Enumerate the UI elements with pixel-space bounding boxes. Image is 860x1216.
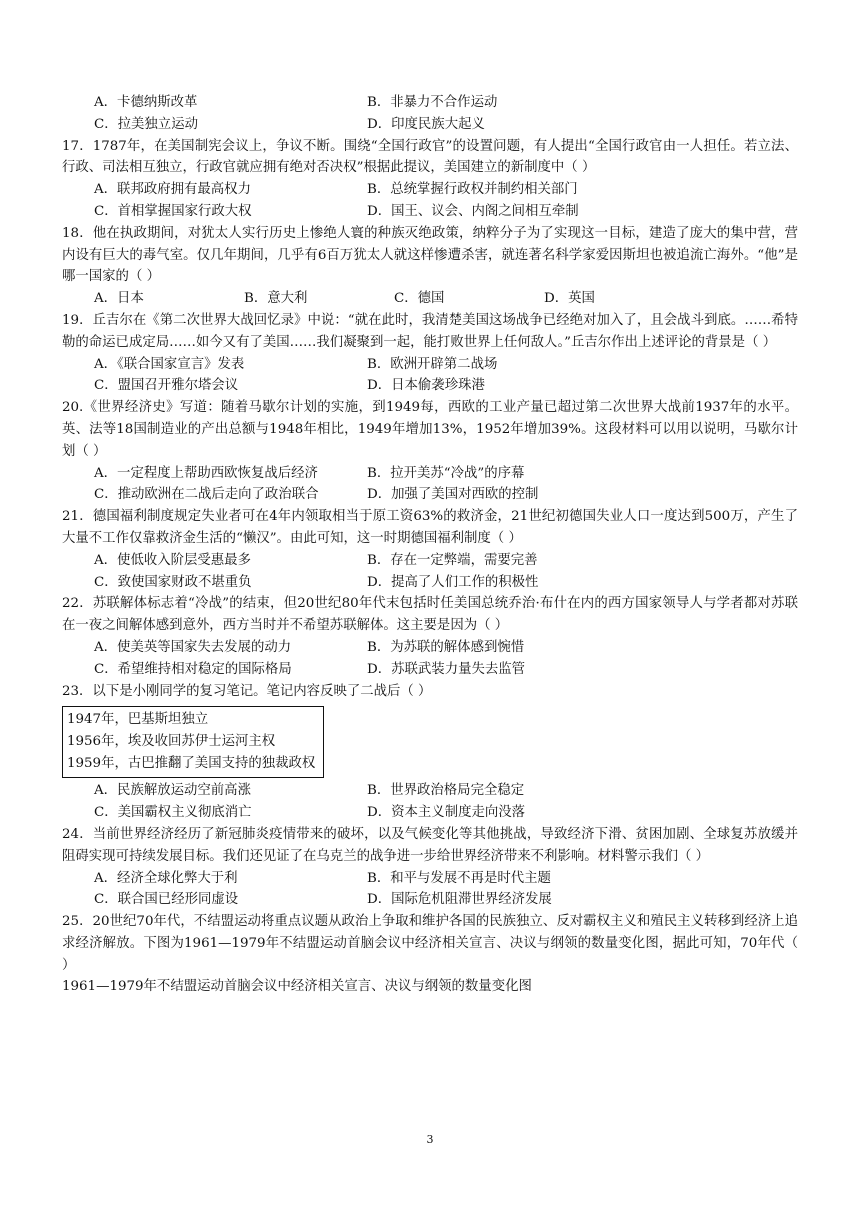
answer-option: C．希望维持相对稳定的国际格局: [94, 661, 292, 677]
option-row: [62, 889, 798, 911]
option-row: [62, 637, 798, 659]
exam-page: [62, 92, 798, 998]
option-row: [62, 375, 798, 397]
answer-option: C．推动欧洲在二战后走向了政治联合: [94, 487, 319, 503]
answer-option: B．意大利: [244, 291, 308, 307]
option-row: [62, 659, 798, 681]
answer-option: B．世界政治格局完全稳定: [367, 783, 525, 799]
answer-option: B．为苏联的解体感到惋惜: [367, 639, 525, 655]
answer-option: A．使美英等国家失去发展的动力: [94, 639, 292, 655]
answer-option: B．和平与发展不再是时代主题: [367, 870, 551, 886]
answer-option: A．民族解放运动空前高涨: [94, 783, 251, 799]
answer-option: B．非暴力不合作运动: [367, 95, 498, 110]
notes-line: 1947年，巴基斯坦独立: [67, 712, 209, 728]
answer-option: A．一定程度上帮助西欧恢复战后经济: [94, 465, 318, 481]
option-row: [62, 179, 798, 201]
question-stem: 18．他在执政期间，对犹太人实行历史上惨绝人寰的种族灭绝政策，纳粹分子为了实现这一目标，建造了庞大的集中营，营内设有巨大的毒气室。仅几年期间，几乎有6百万犹太人就这样惨遭杀害，就连著名科学家爱因斯坦也被追流亡海外。“他”是哪一国家的（ ）: [62, 225, 798, 285]
answer-option: D．加强了美国对西欧的控制: [367, 487, 539, 503]
answer-option: D．印度民族大起义: [367, 116, 485, 132]
option-row: [62, 868, 798, 890]
question-stem: 25．20世纪70年代，不结盟运动将重点议题从政治上争取和维护各国的民族独立、反对霸权主义和殖民主义转移到经济上追求经济解放。下图为1961—1979年不结盟运动首脑会议中经济相关宣言、决议与纲领的数量变化图，据此可知，70年代（ ）: [62, 914, 798, 973]
option-row: [62, 550, 798, 572]
question-stem: 23．以下是小刚同学的复习笔记。笔记内容反映了二战后（ ）: [62, 683, 432, 699]
option-row: [62, 572, 798, 594]
option-row: [62, 780, 798, 802]
page-number: 3: [426, 1133, 434, 1146]
option-row: [62, 484, 798, 506]
notes-line: 1956年，埃及收回苏伊士运河主权: [67, 734, 276, 750]
notes-line: 1959年，古巴推翻了美国支持的独裁政权: [67, 756, 316, 772]
question-stem: 24．当前世界经济经历了新冠肺炎疫情带来的破坏，以及气候变化等其他挑战，导致经济下滑、贫困加剧、全球复苏放缓并阻碍实现可持续发展目标。我们还见证了在乌克兰的战争进一步给世界经济带来不利影响。材料警示我们（ ）: [62, 826, 798, 864]
question-stem: 22．苏联解体标志着“冷战”的结束，但20世纪80年代末包括时任美国总统乔治·布什在内的西方国家领导人与学者都对苏联在一夜之间解体感到意外，西方当时并不希望苏联解体。这主要是因为（ ）: [62, 596, 798, 634]
answer-option: A．使低收入阶层受惠最多: [94, 552, 251, 568]
answer-option: C．盟国召开雅尔塔会议: [94, 378, 239, 394]
option-row: [62, 92, 798, 114]
option-row: [62, 114, 798, 136]
option-row: [62, 354, 798, 376]
answer-option: A．经济全球化弊大于利: [94, 870, 238, 886]
answer-option: D．提高了人们工作的积极性: [367, 574, 539, 590]
answer-option: C．拉美独立运动: [94, 116, 198, 132]
answer-option: D．国王、议会、内阁之间相互牵制: [367, 203, 579, 219]
answer-option: B．拉开美苏“冷战”的序幕: [367, 465, 525, 481]
answer-option: C．德国: [394, 291, 445, 307]
answer-option: A．日本: [94, 291, 144, 307]
answer-option: B．总统掌握行政权并制约相关部门: [367, 182, 578, 198]
option-row: [62, 463, 798, 485]
answer-option: B．欧洲开辟第二战场: [367, 356, 498, 372]
figure-caption: 1961—1979年不结盟运动首脑会议中经济相关宣言、决议与纲领的数量变化图: [62, 979, 532, 995]
question-stem: 20.《世界经济史》写道：随着马歇尔计划的实施，到1949每，西欧的工业产量已超过第二次世界大战前1937年的水平。英、法等18国制造业的产出总额与1948年相比，1949年增加13%，1952年增加39%。这段材料可以用以说明，马歇尔计划（ ）: [62, 400, 798, 459]
answer-option: C．致使国家财政不堪重负: [94, 574, 252, 590]
answer-option: D．国际危机阻滞世界经济发展: [367, 892, 552, 908]
option-row: [62, 201, 798, 223]
answer-option: A．联邦政府拥有最高权力: [94, 182, 251, 198]
notes-box: [62, 706, 324, 778]
answer-option: D．资本主义制度走向没落: [367, 805, 526, 821]
answer-option: C．联合国已经形同虚设: [94, 892, 239, 908]
answer-option: A．《联合国家宣言》发表: [94, 356, 245, 372]
answer-option: D．英国: [544, 291, 595, 307]
question-stem: 21．德国福利制度规定失业者可在4年内领取相当于原工资63%的救济金，21世纪初德国失业人口一度达到500万，产生了大量不工作仅靠救济金生活的“懒汉”。由此可知，这一时期德国福利制度（ ）: [62, 509, 798, 546]
answer-option: C．美国霸权主义彻底消亡: [94, 805, 252, 821]
answer-option: C．首相掌握国家行政大权: [94, 203, 252, 219]
answer-option: A．卡德纳斯改革: [94, 95, 198, 110]
question-stem: 19．丘吉尔在《第二次世界大战回忆录》中说：“就在此时，我清楚美国这场战争已经绝对加入了，且会战斗到底。……希特勒的命运已成定局……如今又有了美国……我们凝聚到一起，能打败世界上任何敌人。”丘吉尔作出上述评论的背景是（ ）: [62, 312, 798, 350]
option-row: [62, 288, 798, 310]
question-stem: 17．1787年，在美国制宪会议上，争议不断。围绕“全国行政官”的设置问题，有人提出“全国行政官由一人担任。若立法、行政、司法相互独立，行政官就应拥有绝对否决权”根据此提议，美国建立的新制度中（ ）: [62, 138, 798, 176]
option-row: [62, 802, 798, 824]
answer-option: D．日本偷袭珍珠港: [367, 378, 485, 394]
answer-option: D．苏联武装力量失去监管: [367, 661, 526, 677]
answer-option: B．存在一定弊端，需要完善: [367, 552, 538, 568]
